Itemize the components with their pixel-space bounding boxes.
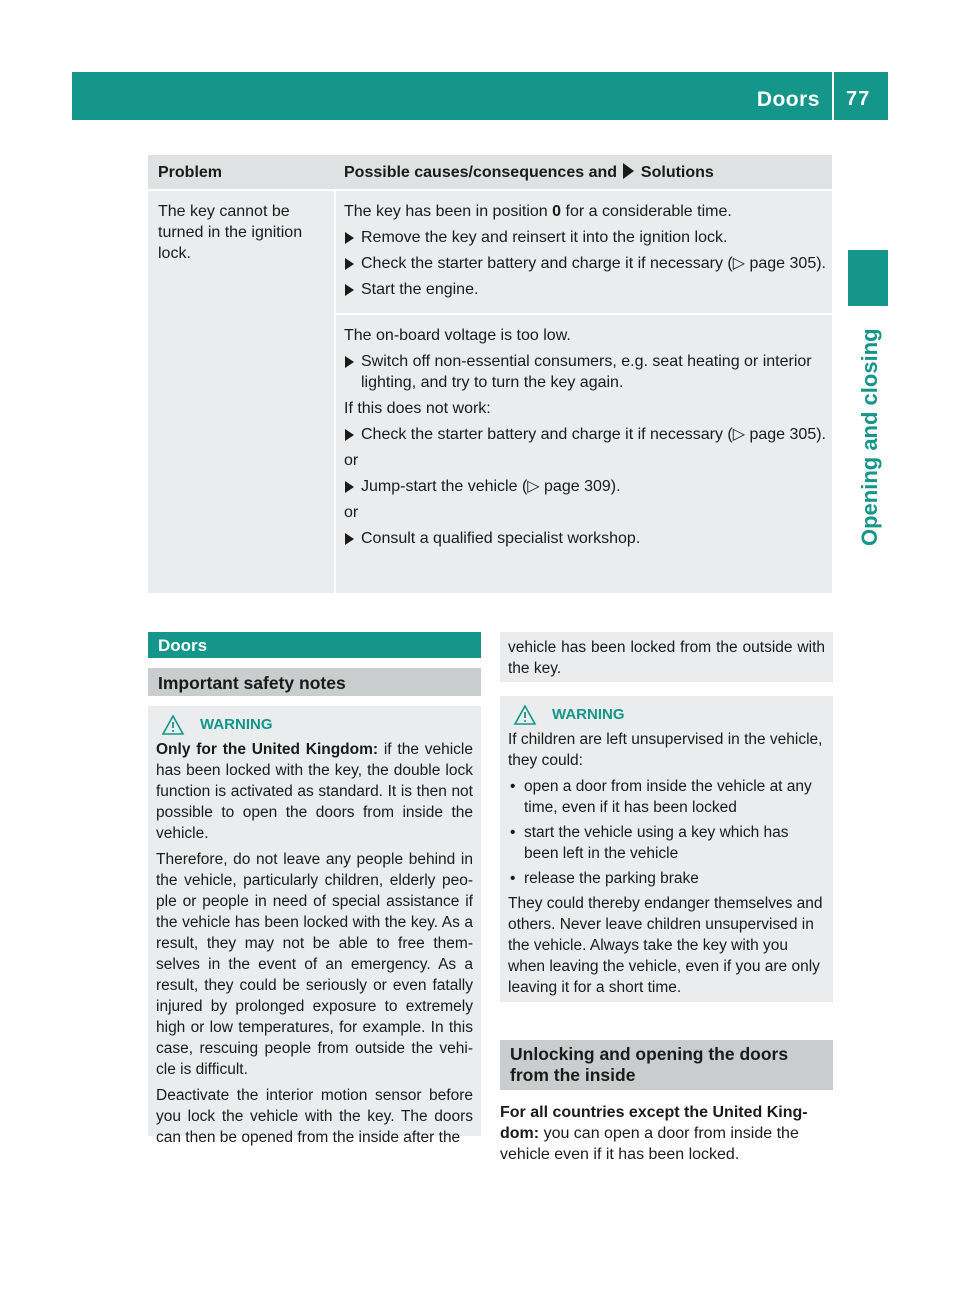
header-title: Doors [756,88,820,111]
subsection-title: Important safety notes [148,668,481,696]
bullet-item [508,822,825,864]
side-tab-marker [848,250,888,306]
header-causes-label: Possible causes/consequences and [344,163,618,181]
bullet-item [508,868,825,889]
section-title-doors: Doors [148,632,481,658]
bullet-text: start the vehicle using a key which has been left in the vehicle [524,824,789,862]
bullet-dot: • [510,824,516,841]
block2-intro: The on-board voltage is too low. [344,327,571,344]
right-column [500,632,833,1165]
step-item: Check the starter battery and charge it if necessary (▷ page 305). [344,253,828,274]
intro-text-end: for a considerable time. [565,203,732,220]
warning-label: WARNING [200,716,273,733]
solution-block-2 [336,315,832,549]
step-item: Start the engine. [344,279,828,300]
block1-intro [344,201,828,222]
child-warning-box [500,696,833,1002]
bullet-text: release the parking brake [524,870,699,887]
if-not-text: If this does not work: [344,400,491,417]
solutions-cell [334,191,832,593]
key-position: 0 [552,203,562,220]
countries-bold-label: For all countries except the United King- dom: [500,1104,808,1142]
warning-outro: They could thereby endanger themselves and others. Never leave children unsupervised in the vehicle. Always take the key with you when leaving the vehicle, even if you are only leaving it for a short time. [508,895,823,996]
side-tab-label: Opening and closing [857,328,882,546]
warning-heading [508,704,825,725]
left-column [148,632,481,1146]
warning-continued-text: vehicle has been locked from the outside with the key. [508,639,825,677]
subsection-title-unlocking: Unlocking and opening the doors from the inside [500,1040,833,1090]
table-header [148,155,832,189]
warning-heading [156,714,473,735]
problem-cell: The key cannot be turned in the ignition lock. [158,203,303,262]
page-number: 77 [846,88,871,110]
bullet-item [508,776,825,818]
warning-box [148,706,481,1146]
intro-text: The key has been in position [344,203,548,220]
warning-intro: If children are left unsupervised in the vehicle, they could: [508,731,823,769]
header-bar [72,72,832,120]
warning-triangle-icon [160,715,186,735]
bullet-text: open a door from inside the vehicle at any time, even if it has been locked [524,778,812,816]
step-item: Remove the key and reinsert it into the ignition lock. [344,227,828,248]
or-text: or [344,504,359,521]
step-item: Check the starter battery and charge it if necessary (▷ page 305). [344,424,828,445]
table-row [148,191,832,593]
step-item: Switch off non-essential consumers, e.g. seat heating or interior lighting, and try to turn the key again. [344,351,828,393]
warning-box-continued [500,632,833,682]
warning-triangle-icon [512,705,538,725]
troubleshooting-table [148,155,832,593]
warning-paragraph: Deactivate the interior motion sensor before you lock the vehicle with the key. The doors can then be opened from the inside after the [156,1087,473,1146]
solution-block-1 [336,191,832,315]
step-item: Jump-start the vehicle (▷ page 309). [344,476,828,497]
bullet-dot: • [510,870,516,887]
table-header-solutions [334,162,714,183]
warning-paragraph [156,739,473,844]
uk-bold-label: Only for the United Kingdom: [156,741,379,758]
or-text: or [344,452,359,469]
body-text: you can open a door from inside the vehicle even if it has been locked. [500,1125,799,1163]
bullet-dot: • [510,778,516,795]
warning-paragraph: Therefore, do not leave any people behind in the vehicle, particularly children, elderly peo- ple or people in need of special assistance if the vehicle has been locked with the key. As a result, they may not be able to free them- selves in the event of an emergency. As a result, they could be seriously or even fatally injured by prolonged exposure to extremely high or low temperatures, for example. In this case, rescuing people from outside the vehi- cle is difficult. [156,851,473,1078]
body-paragraph [500,1102,833,1165]
warning-label: WARNING [552,706,625,723]
step-item: Consult a qualified specialist workshop. [344,528,828,549]
header-solutions-label: Solutions [640,163,714,181]
table-header-problem: Problem [158,163,223,181]
arrow-icon [623,163,634,179]
uk-text: if the vehicle has been locked with the key, the double lock function is activated as standard. It is then not possible to open the doors from inside the vehicle. [156,741,473,842]
